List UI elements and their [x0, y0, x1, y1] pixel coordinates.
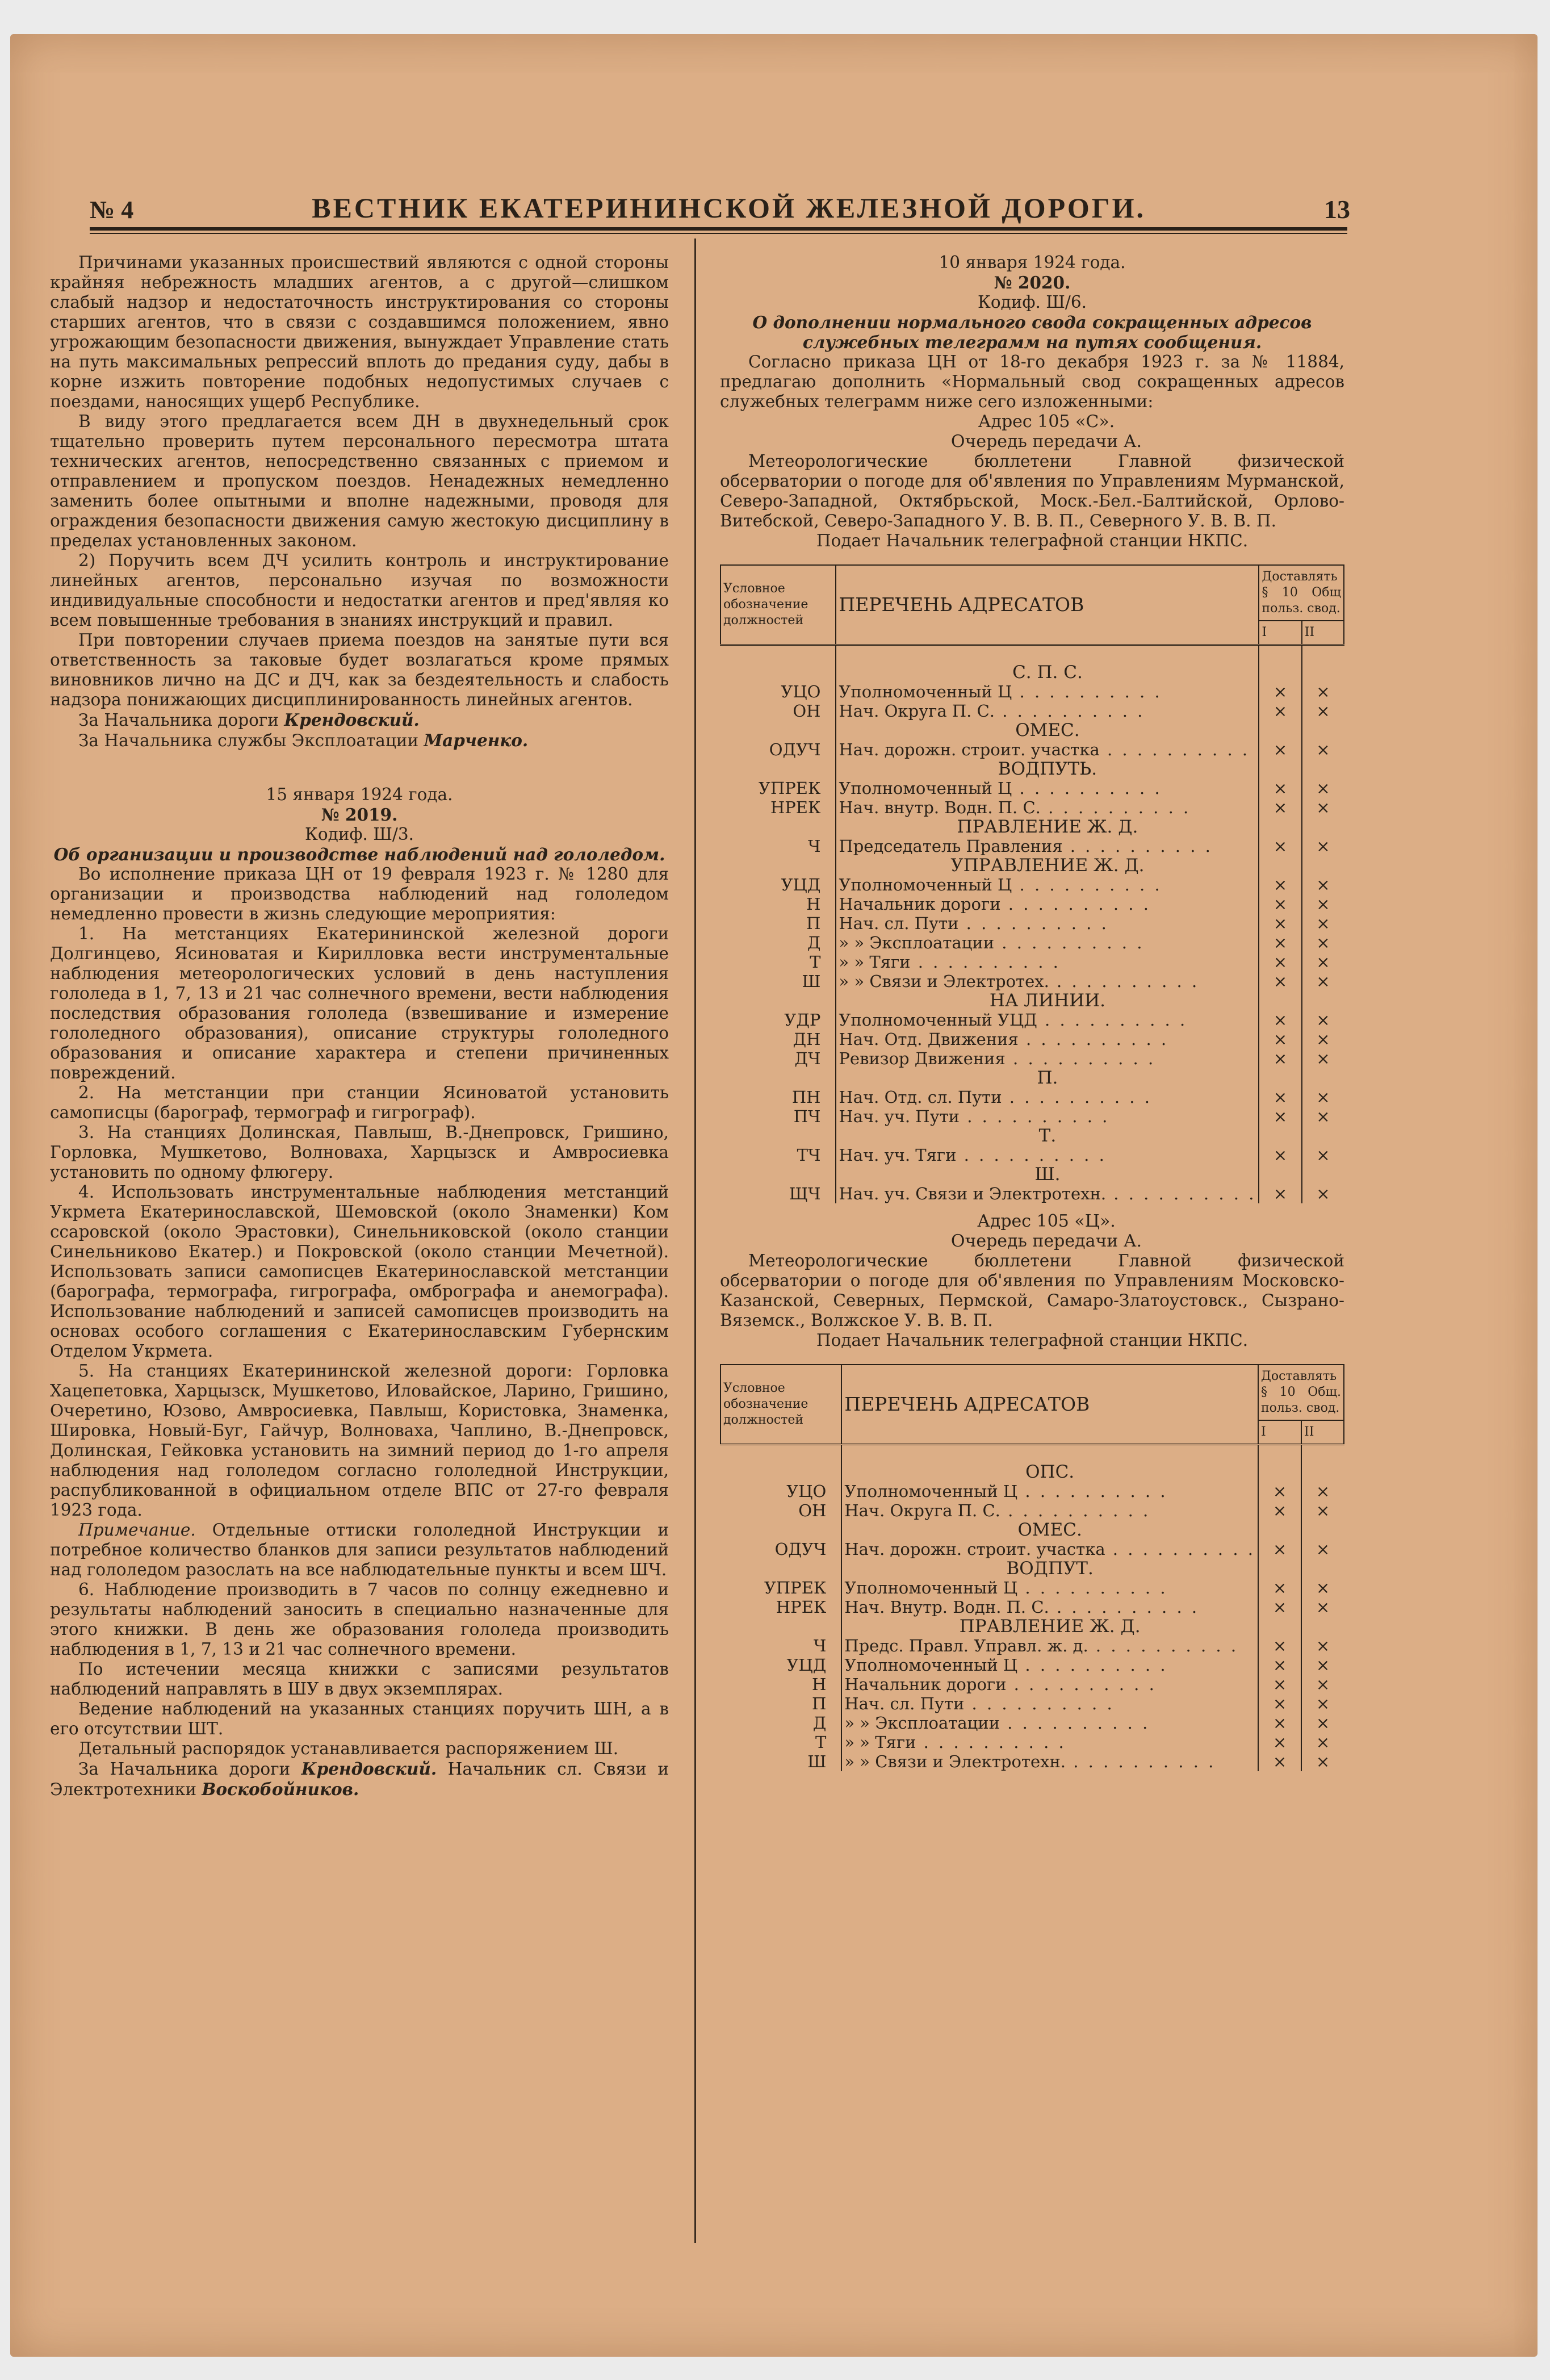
addressee-name: Нач. Округа П. С. . . . . . . . . . . [841, 1501, 1258, 1520]
mark-i: × [1258, 1733, 1301, 1752]
address-queue: Очередь передачи А. [950, 1231, 1142, 1251]
table-header-i: I [1259, 621, 1301, 645]
table-row [720, 740, 1344, 759]
signature-line [50, 730, 669, 751]
page-header [90, 190, 1350, 224]
order-codification: Кодиф. Ш/6. [977, 292, 1087, 312]
mark-i: × [1258, 1540, 1301, 1559]
sender-line: Подает Начальник телеграфной станции НКПС. [816, 1331, 1249, 1350]
mark-i: × [1258, 1501, 1301, 1520]
position-code: ДН [720, 1030, 836, 1049]
table-row [720, 1597, 1344, 1617]
mark-ii: × [1316, 1540, 1330, 1559]
position-code: Н [720, 894, 836, 914]
mark-ii: × [1316, 1107, 1330, 1126]
table-header-deliver: Доставлять § 10 Общ польз. свод. [1259, 565, 1344, 621]
addressee-name: Нач. дорожн. строит. участка . . . . . . . . . . [841, 1540, 1258, 1559]
addressee-name: Нач. внутр. Водн. П. С. . . . . . . . . . . [836, 798, 1259, 817]
order-date: 10 января 1924 года. [939, 253, 1126, 272]
table-section-row [720, 1617, 1344, 1636]
addressee-table-2 [720, 1364, 1344, 1771]
mark-i: × [1258, 1675, 1301, 1694]
addressee-name: Нач. дорожн. строит. участка . . . . . . . . . . [836, 740, 1259, 759]
mark-i: × [1259, 1010, 1301, 1030]
table-row [720, 1010, 1344, 1030]
addressee-name: Начальник дороги . . . . . . . . . . [841, 1675, 1258, 1694]
order-title: Об организации и производстве наблюдений над гололедом. [53, 844, 665, 864]
table-row [720, 798, 1344, 817]
mark-ii: × [1316, 798, 1330, 817]
addressee-name: Нач. Внутр. Водн. П. С. . . . . . . . . . . [841, 1597, 1258, 1617]
paragraph: 4. Использовать инструментальные наблюдения метстанций Укрмета Екатеринославской, Шемовской (около Знаменки) Ком ссаровской (около Эрастовки), Синельниковской (около станции Синельниково Екатер.) и Покровской (около станции Мечетной). Использовать записи самописцев Екатеринославской метстанции (барографа, термографа, гигрографа, омбрографа и анемографа). Использование наблюдений и записей самописцев производить на основах особого соглашения с Екатеринославским Губернским Отделом Укрмета. [50, 1182, 669, 1361]
mark-ii: × [1316, 740, 1330, 759]
table-section-row [720, 856, 1344, 875]
addressee-name: Уполномоченный УЦД . . . . . . . . . . [836, 1010, 1259, 1030]
table-row [720, 1694, 1344, 1713]
addressee-name: Нач. Отд. Движения . . . . . . . . . . [836, 1030, 1259, 1049]
table-section-title: ВОДПУТ. [841, 1559, 1258, 1578]
position-code: УПРЕК [720, 779, 836, 798]
table-section-title: Ш. [836, 1165, 1259, 1184]
addressee-name: Уполномоченный Ц . . . . . . . . . . [841, 1578, 1258, 1597]
page-number: 13 [1324, 195, 1350, 224]
mark-i: × [1259, 1087, 1301, 1107]
mark-ii: × [1316, 1752, 1330, 1771]
table-section-title: Т. [836, 1126, 1259, 1145]
mark-ii: × [1316, 972, 1330, 991]
mark-i: × [1259, 972, 1301, 991]
table-row [720, 1145, 1344, 1165]
column-divider [694, 239, 696, 2243]
addressee-name: Начальник дороги . . . . . . . . . . [836, 894, 1259, 914]
mark-i: × [1259, 682, 1301, 701]
paragraph: 6. Наблюдение производить в 7 часов по солнцу ежедневно и результаты наблюдений заносить в специально назначенные для этого книжки. В день же образования гололеда производить наблюдения в 1, 7, 13 и 21 час солнечного времени. [50, 1580, 669, 1659]
signature-label: За Начальника дороги [78, 1759, 291, 1779]
table-row [720, 1713, 1344, 1733]
table-row [720, 1655, 1344, 1675]
mark-ii: × [1316, 1733, 1330, 1752]
mark-ii: × [1316, 1184, 1330, 1203]
paragraph: Причинами указанных происшествий являются с одной стороны крайняя небрежность младших агентов, а с другой—слишком слабый надзор и недостаточность инструктирования со стороны старших агентов, что в связи с создавшимся положением, явно угрожающим безопасности движения, вынуждает Управление стать на путь максимальных репрессий вплоть до предания суду, дабы в корне изжить повторение подобных недопустимых случаев с поездами, наносящих ущерб Республике. [50, 253, 669, 411]
mark-ii: × [1316, 1655, 1330, 1675]
mark-ii: × [1316, 1694, 1330, 1713]
addressee-name: » » Связи и Электротех. . . . . . . . . . . [836, 972, 1259, 991]
table-section-title: ОПС. [841, 1462, 1258, 1482]
order-number: № 2020. [994, 273, 1071, 292]
position-code: П [720, 914, 836, 933]
position-code: Д [720, 933, 836, 952]
table-section-title: П. [836, 1068, 1259, 1087]
left-column [50, 253, 669, 1800]
addressee-name: Ревизор Движения . . . . . . . . . . [836, 1049, 1259, 1068]
table-header-code: Условное обозначение должностей [720, 1365, 841, 1445]
newspaper-page [10, 34, 1538, 2357]
mark-i: × [1259, 1049, 1301, 1068]
addressee-name: Нач. уч. Тяги . . . . . . . . . . [836, 1145, 1259, 1165]
order-codification: Кодиф. Ш/3. [304, 825, 414, 844]
mark-ii: × [1316, 1030, 1330, 1049]
position-code: Н [720, 1675, 841, 1694]
order-date: 15 января 1924 года. [266, 785, 453, 804]
table-row [720, 1733, 1344, 1752]
address-queue: Очередь передачи А. [950, 432, 1142, 451]
table-row [720, 972, 1344, 991]
addressee-name: Нач. Отд. сл. Пути . . . . . . . . . . [836, 1087, 1259, 1107]
table-section-title: НА ЛИНИИ. [836, 991, 1259, 1010]
paragraph: Во исполнение приказа ЦН от 19 февраля 1923 г. № 1280 для организации и производства наблюдений над гололедом немедленно провести в жизнь следующие мероприятия: [50, 864, 669, 923]
mark-i: × [1259, 914, 1301, 933]
table-header-ii: II [1302, 621, 1344, 645]
position-code: УДР [720, 1010, 836, 1030]
signature-name: Воскобойников. [202, 1779, 359, 1799]
order-title: О дополнении нормального свода сокращенных адресов служебных телеграмм на путях сообщения. [752, 312, 1312, 352]
table-section-row [720, 663, 1344, 682]
mark-i: × [1259, 1145, 1301, 1165]
addressee-name: » » Связи и Электротехн. . . . . . . . . . . [841, 1752, 1258, 1771]
position-code: УЦО [720, 682, 836, 701]
paragraph: Метеорологические бюллетени Главной физической обсерватории о погоде для об'явления по Управлениям Мурманской, Северо-Западной, Октябрьской, Моск.-Бел.-Балтийской, Орлово-Витебской, Северо-Западного У. В. В. П., Северного У. В. В. П. [720, 451, 1344, 530]
addressee-name: Уполномоченный Ц . . . . . . . . . . [841, 1655, 1258, 1675]
table-row [720, 933, 1344, 952]
mark-ii: × [1316, 1675, 1330, 1694]
addressee-name: Уполномоченный Ц . . . . . . . . . . [841, 1482, 1258, 1501]
header-rule [90, 227, 1347, 231]
signature-name: Марченко. [424, 730, 529, 750]
header-rule-thin [90, 233, 1347, 234]
addressee-name: » » Тяги . . . . . . . . . . [836, 952, 1259, 972]
position-code: ЩЧ [720, 1184, 836, 1203]
mark-i: × [1258, 1482, 1301, 1501]
mark-i: × [1258, 1636, 1301, 1655]
mark-ii: × [1316, 1501, 1330, 1520]
table-header-i: I [1258, 1420, 1301, 1445]
position-code: П [720, 1694, 841, 1713]
addressee-name: Нач. сл. Пути . . . . . . . . . . [836, 914, 1259, 933]
position-code: НРЕК [720, 1597, 841, 1617]
table-row [720, 1636, 1344, 1655]
table-row [720, 1675, 1344, 1694]
table-section-title: ПРАВЛЕНИЕ Ж. Д. [841, 1617, 1258, 1636]
order-number: № 2019. [321, 805, 398, 825]
signature-name: Крендовский. [301, 1759, 437, 1779]
mark-i: × [1258, 1578, 1301, 1597]
table-row [720, 894, 1344, 914]
table-section-row [720, 759, 1344, 779]
table-row [720, 1540, 1344, 1559]
addressee-name: Нач. Округа П. С. . . . . . . . . . . [836, 701, 1259, 721]
mark-ii: × [1316, 682, 1330, 701]
paragraph: Детальный распорядок устанавливается распоряжением Ш. [78, 1739, 619, 1758]
signature-label: За Начальника дороги [78, 710, 279, 730]
position-code: Ш [720, 1752, 841, 1771]
position-code: ПЧ [720, 1107, 836, 1126]
signature-line [50, 1759, 669, 1800]
table-section-row [720, 721, 1344, 740]
note-label: Примечание. [78, 1520, 196, 1540]
mark-ii: × [1316, 875, 1330, 894]
mark-i: × [1258, 1597, 1301, 1617]
paragraph: 5. На станциях Екатерининской железной дороги: Горловка Хацепетовка, Харцызск, Мушкетово, Иловайское, Ларино, Гришино, Очеретино, Юзово, Амвросиевка, Павлыш, Користовка, Знаменка, Шировка, Новый-Буг, Гайчур, Волноваха, Чаплино, В.-Днепровск, Долинская, Гейковка установить на зимний период до 1-го апреля наблюдения над гололедом согласно гололедной Инструкции, распубликованной в официальном отделе ВПС от 27-го февраля 1923 года. [50, 1361, 669, 1520]
position-code: УЦД [720, 1655, 841, 1675]
table-row [720, 1501, 1344, 1520]
table-section-title: ПРАВЛЕНИЕ Ж. Д. [836, 817, 1259, 836]
table-section-title: ОМЕС. [841, 1520, 1258, 1540]
mark-i: × [1259, 1107, 1301, 1126]
paragraph: Согласно приказа ЦН от 18-го декабря 1923 г. за № 11884, предлагаю дополнить «Нормальный свод сокращенных адресов служебных телеграмм ниже сего изложенными: [720, 352, 1344, 411]
mark-ii: × [1316, 894, 1330, 914]
table-section-row [720, 1559, 1344, 1578]
position-code: УПРЕК [720, 1578, 841, 1597]
issue-number: № 4 [90, 196, 134, 224]
paragraph: При повторении случаев приема поездов на занятые пути вся ответственность за таковые будет возлагаться кроме прямых виновников лично на ДС и ДЧ, как за бездеятельность и слабость надзора понижающих дисциплинированность линейных агентов. [50, 630, 669, 709]
mark-i: × [1259, 740, 1301, 759]
mark-ii: × [1316, 1636, 1330, 1655]
mark-i: × [1259, 779, 1301, 798]
position-code: УЦО [720, 1482, 841, 1501]
table-row [720, 1482, 1344, 1501]
mark-i: × [1258, 1694, 1301, 1713]
position-code: ОДУЧ [720, 740, 836, 759]
table-section-title: ВОДПУТЬ. [836, 759, 1259, 779]
mark-ii: × [1316, 1145, 1330, 1165]
table-section-row [720, 1126, 1344, 1145]
mark-i: × [1259, 701, 1301, 721]
addressee-name: Уполномоченный Ц . . . . . . . . . . [836, 779, 1259, 798]
table-row [720, 836, 1344, 856]
mark-ii: × [1316, 1482, 1330, 1501]
table-section-row [720, 1068, 1344, 1087]
mark-i: × [1258, 1713, 1301, 1733]
position-code: Т [720, 1733, 841, 1752]
addressee-table-1 [720, 564, 1344, 1203]
addressee-name: Уполномоченный Ц . . . . . . . . . . [836, 682, 1259, 701]
position-code: ОДУЧ [720, 1540, 841, 1559]
table-header-ii: II [1301, 1420, 1344, 1445]
mark-ii: × [1316, 1597, 1330, 1617]
position-code: ОН [720, 701, 836, 721]
position-code: Т [720, 952, 836, 972]
table-row [720, 914, 1344, 933]
mark-ii: × [1316, 779, 1330, 798]
signature-line [50, 710, 669, 730]
mark-i: × [1259, 933, 1301, 952]
note-text: Отдельные оттиски гололедной Инструкции и потребное количество бланков для записи результатов наблюдений над гололедом разослать на все наблюдательные пункты и всем ШЧ. [50, 1520, 669, 1579]
mark-i: × [1258, 1752, 1301, 1771]
mark-i: × [1259, 1184, 1301, 1203]
mark-ii: × [1316, 701, 1330, 721]
mark-ii: × [1316, 1087, 1330, 1107]
table-row [720, 682, 1344, 701]
note-paragraph [50, 1520, 669, 1580]
table-row [720, 1107, 1344, 1126]
paragraph: В виду этого предлагается всем ДН в двухнедельный срок тщательно проверить путем персонального пересмотра штата технических агентов, непосредственно связанных с приемом и отправлением и пропуском поездов. Ненадежных немедленно заменить более опытными и вполне надежными, проводя для ограждения безопасности движения самую жестокую дисциплину в пределах установленных законом. [50, 412, 669, 550]
position-code: Д [720, 1713, 841, 1733]
mark-ii: × [1316, 1010, 1330, 1030]
table-section-row [720, 817, 1344, 836]
mark-i: × [1258, 1655, 1301, 1675]
table-header-deliver: Доставлять § 10 Общ. польз. свод. [1258, 1365, 1344, 1420]
mark-ii: × [1316, 1578, 1330, 1597]
mark-i: × [1259, 836, 1301, 856]
mark-i: × [1259, 894, 1301, 914]
addressee-name: » » Эксплоатации . . . . . . . . . . [836, 933, 1259, 952]
position-code: НРЕК [720, 798, 836, 817]
position-code: ТЧ [720, 1145, 836, 1165]
mark-ii: × [1316, 952, 1330, 972]
mark-i: × [1259, 952, 1301, 972]
table-row [720, 1049, 1344, 1068]
addressee-name: » » Тяги . . . . . . . . . . [841, 1733, 1258, 1752]
table-row [720, 1184, 1344, 1203]
mark-i: × [1259, 1030, 1301, 1049]
position-code: Ш [720, 972, 836, 991]
paragraph: Метеорологические бюллетени Главной физической обсерватории о погоде для об'явления по Управлениям Московско-Казанской, Северных, Пермской, Самаро-Златоустовск., Сызрано-Вяземск., Волжское У. В. В. П. [720, 1251, 1344, 1330]
mark-ii: × [1316, 1049, 1330, 1068]
addressee-name: Председатель Правления . . . . . . . . . . [836, 836, 1259, 856]
addressee-name: Уполномоченный Ц . . . . . . . . . . [836, 875, 1259, 894]
table-header-list: ПЕРЕЧЕНЬ АДРЕСАТОВ [836, 565, 1259, 645]
signature-name: Крендовский. [284, 710, 420, 730]
mark-ii: × [1316, 1713, 1330, 1733]
paragraph: 3. На станциях Долинская, Павлыш, В.-Днепровск, Гришино, Горловка, Мушкетово, Волноваха, Харцызск и Амвросиевка установить по одному флюгеру. [50, 1123, 669, 1182]
addressee-name: » » Эксплоатации . . . . . . . . . . [841, 1713, 1258, 1733]
address-code: Адрес 105 «С». [978, 412, 1115, 432]
table-row [720, 1752, 1344, 1771]
mark-ii: × [1316, 914, 1330, 933]
mark-ii: × [1316, 933, 1330, 952]
table-section-row [720, 1165, 1344, 1184]
table-row [720, 1578, 1344, 1597]
newspaper-title: ВЕСТНИК ЕКАТЕРИНИНСКОЙ ЖЕЛЕЗНОЙ ДОРОГИ. [312, 192, 1146, 224]
table-row [720, 875, 1344, 894]
position-code: ПН [720, 1087, 836, 1107]
addressee-name: Предс. Правл. Управл. ж. д. . . . . . . . . . . [841, 1636, 1258, 1655]
paragraph: Ведение наблюдений на указанных станциях поручить ШН, а в его отсутствии ШТ. [50, 1699, 669, 1738]
table-section-title: УПРАВЛЕНИЕ Ж. Д. [836, 856, 1259, 875]
position-code: УЦД [720, 875, 836, 894]
paragraph: По истечении месяца книжки с записями результатов наблюдений направлять в ШУ в двух экземплярах. [50, 1659, 669, 1699]
position-code: Ч [720, 836, 836, 856]
paragraph: 1. На метстанциях Екатерининской железной дороги Долгинцево, Ясиноватая и Кирилловка вести инструментальные наблюдения метеорологических условий в день наступления гололеда в 1, 7, 13 и 21 час солнечного времени, вести наблюдения последствия образования гололеда (взвешивание и измерение гололедного образования), описание структуры гололедного образования и описание характера и степени причиненных повреждений. [50, 924, 669, 1082]
addressee-name: Нач. уч. Пути . . . . . . . . . . [836, 1107, 1259, 1126]
position-code: Ч [720, 1636, 841, 1655]
table-row [720, 701, 1344, 721]
table-section-row [720, 991, 1344, 1010]
table-section-title: С. П. С. [836, 663, 1259, 682]
address-code: Адрес 105 «Ц». [977, 1211, 1116, 1231]
table-header-code: Условное обозначение должностей [720, 565, 836, 645]
addressee-name: Нач. уч. Связи и Электротехн. . . . . . . . . . . [836, 1184, 1259, 1203]
table-row [720, 952, 1344, 972]
paragraph: 2) Поручить всем ДЧ усилить контроль и инструктирование линейных агентов, персонально изучая по возможности индивидуальные способности и недостатки агентов и пред'являя ко всем повышенные требования в знаниях инструкций и правил. [50, 551, 669, 630]
table-section-row [720, 1462, 1344, 1482]
signature-label: За Начальника службы Эксплоатации [78, 731, 419, 750]
paragraph: 2. На метстанции при станции Ясиноватой установить самописцы (барограф, термограф и гигрограф). [50, 1083, 669, 1122]
table-section-title: ОМЕС. [836, 721, 1259, 740]
mark-i: × [1259, 798, 1301, 817]
table-section-row [720, 1520, 1344, 1540]
position-code: ОН [720, 1501, 841, 1520]
addressee-name: Нач. сл. Пути . . . . . . . . . . [841, 1694, 1258, 1713]
table-row [720, 1087, 1344, 1107]
table-row [720, 1030, 1344, 1049]
right-column [720, 253, 1344, 1771]
mark-i: × [1259, 875, 1301, 894]
position-code: ДЧ [720, 1049, 836, 1068]
table-row [720, 779, 1344, 798]
mark-ii: × [1316, 836, 1330, 856]
sender-line: Подает Начальник телеграфной станции НКПС. [816, 531, 1249, 550]
table-header-list: ПЕРЕЧЕНЬ АДРЕСАТОВ [841, 1365, 1258, 1445]
signature-label: Начальник сл. Связи и Электротехники [50, 1759, 669, 1799]
